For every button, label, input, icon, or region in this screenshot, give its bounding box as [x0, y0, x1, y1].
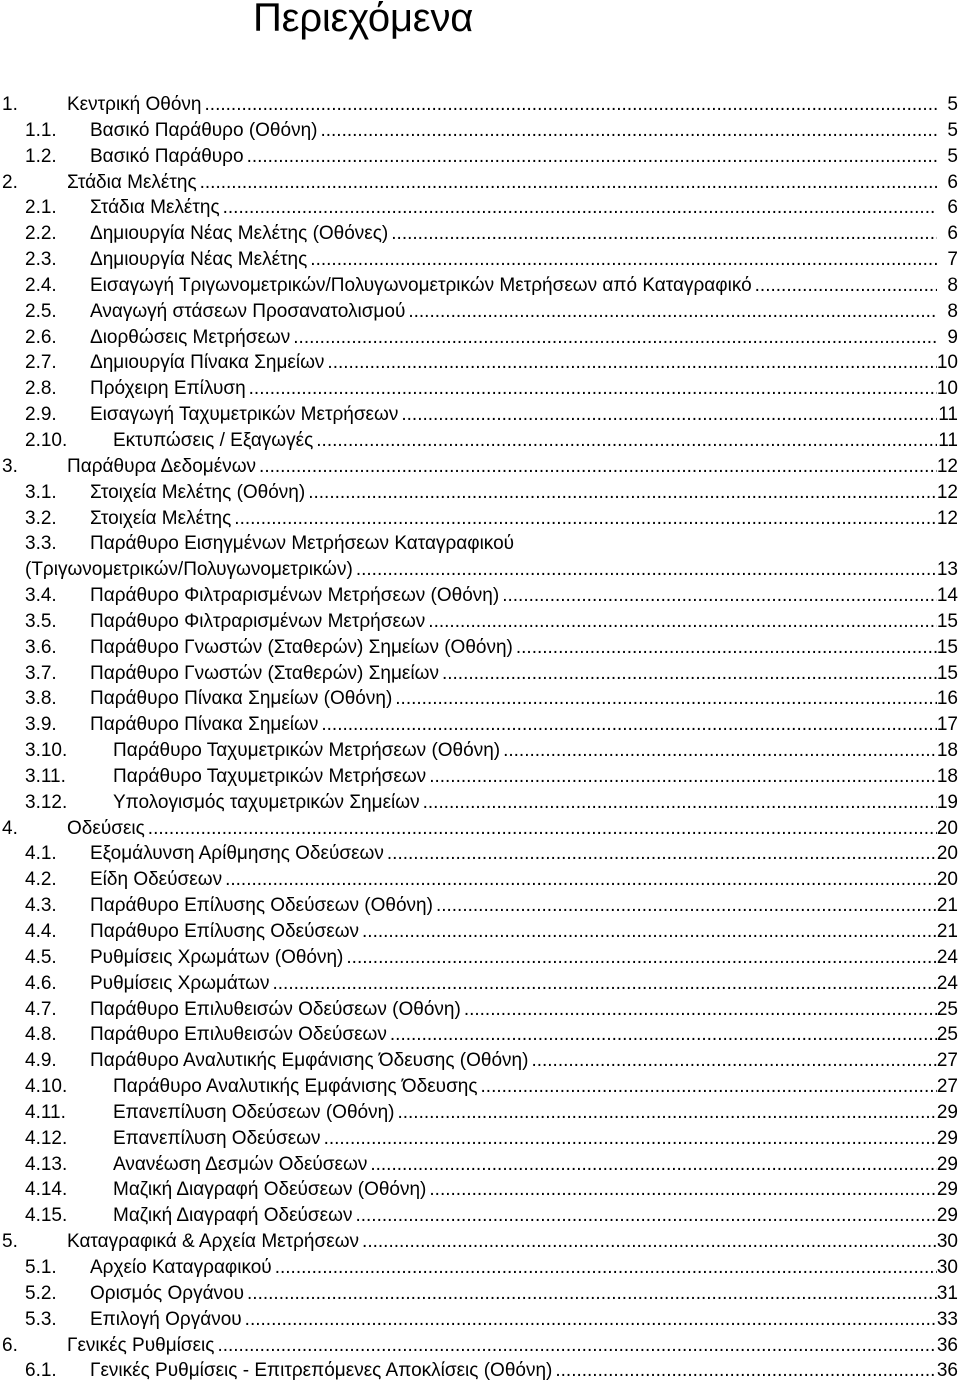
toc-leader-dots — [321, 712, 937, 738]
toc-page-number: 29 — [936, 1127, 958, 1149]
toc-entry-title: Παράθυρο Ταχυμετρικών Μετρήσεων — [113, 765, 427, 787]
toc-page-number: 27 — [936, 1076, 958, 1098]
toc-entry[interactable] — [0, 1022, 960, 1048]
toc-entry-number: 4. — [2, 817, 18, 839]
toc-entry-body — [90, 247, 958, 273]
toc-entry-body — [113, 764, 958, 790]
toc-entry-body — [90, 1307, 958, 1333]
toc-entry-title: Παράθυρο Πίνακα Σημείων (Οθόνη) — [90, 688, 393, 710]
toc-entry-body — [90, 1358, 958, 1384]
toc-page-number: 18 — [936, 740, 958, 762]
toc-entry-title: Παράθυρο Φιλτραρισμένων Μετρήσεων (Οθόνη) — [90, 585, 500, 607]
toc-entry-title: Παράθυρο Φιλτραρισμένων Μετρήσεων — [90, 610, 426, 632]
toc-entry-body — [90, 661, 958, 687]
toc-entry-body — [113, 1203, 958, 1229]
toc-entry[interactable] — [0, 893, 960, 919]
toc-entry-title: Κεντρική Οθόνη — [67, 94, 202, 115]
toc-page-number: 5 — [947, 145, 958, 167]
toc-entry-body — [90, 971, 958, 997]
toc-entry-number: 4.2. — [25, 869, 57, 891]
toc-entry[interactable] — [0, 686, 960, 712]
toc-entry-number: 3.5. — [25, 610, 57, 632]
toc-entry[interactable] — [0, 325, 960, 351]
toc-leader-dots — [245, 1307, 937, 1333]
toc-entry-body — [90, 144, 958, 170]
toc-leader-dots — [370, 1152, 937, 1178]
toc-page-number: 18 — [936, 765, 958, 787]
toc-page-number: 33 — [936, 1308, 958, 1330]
toc-entry[interactable] — [0, 428, 960, 454]
toc-page-number: 15 — [936, 636, 958, 658]
toc-leader-dots — [423, 790, 937, 816]
toc-entry-title: Παράθυρο Επιλυθεισών Οδεύσεων (Οθόνη) — [90, 998, 461, 1020]
toc-leader-dots — [503, 738, 937, 764]
toc-entry[interactable] — [0, 1074, 960, 1100]
toc-entry-body — [90, 506, 958, 532]
toc-entry-body — [90, 221, 958, 247]
toc-entry-number: 4.6. — [25, 972, 57, 994]
toc-entry-title: Ρυθμίσεις Χρωμάτων (Οθόνη) — [90, 946, 344, 968]
toc-entry-number: 2.1. — [25, 197, 57, 219]
toc-entry[interactable] — [0, 1307, 960, 1333]
toc-entry[interactable] — [0, 1152, 960, 1178]
toc-entry[interactable] — [0, 1203, 960, 1229]
toc-entry-title: Ορισμός Οργάνου — [90, 1282, 245, 1304]
toc-page-number: 29 — [936, 1205, 958, 1227]
toc-entry[interactable] — [0, 635, 960, 661]
toc-entry[interactable] — [0, 841, 960, 867]
toc-page-number: 20 — [936, 843, 958, 865]
toc-page-number: 30 — [936, 1231, 958, 1253]
toc-page-number: 12 — [936, 481, 958, 503]
toc-entry-number: 2.9. — [25, 404, 57, 426]
toc-leader-dots — [436, 893, 937, 919]
toc-leader-dots — [429, 764, 937, 790]
toc-entry-body — [90, 195, 958, 221]
toc-entry-title: Εισαγωγή Τριγωνομετρικών/Πολυγωνομετρικών Μετρήσεων από Καταγραφικό — [90, 274, 752, 296]
toc-page-number: 15 — [936, 662, 958, 684]
toc-entry-number: 6.1. — [25, 1360, 57, 1382]
toc-leader-dots — [362, 919, 937, 945]
toc-leader-dots — [316, 428, 937, 454]
toc-page-number: 31 — [936, 1282, 958, 1304]
toc-entry-body — [113, 738, 958, 764]
toc-leader-dots — [272, 971, 937, 997]
toc-page-number: 11 — [938, 404, 958, 426]
toc-entry-body — [90, 1022, 958, 1048]
toc-entry-title: Διορθώσεις Μετρήσεων — [90, 326, 291, 348]
toc-page-number: 36 — [936, 1360, 958, 1382]
toc-entry-body — [90, 686, 958, 712]
toc-entry-title: Δημιουργία Πίνακα Σημείων — [90, 352, 325, 374]
toc-entry-continuation: (Τριγωνομετρικών/Πολυγωνομετρικών) — [25, 559, 353, 581]
toc-page-number: 5 — [947, 94, 958, 115]
toc-entry-number: 3. — [2, 455, 18, 477]
toc-entry-number: 4.12. — [25, 1127, 68, 1149]
toc-page-number: 20 — [936, 817, 958, 839]
toc-entry-title: Παράθυρο Εισηγμένων Μετρήσεων Καταγραφικού — [90, 533, 515, 555]
toc-entry[interactable] — [0, 402, 960, 428]
toc-entry-title: Παράθυρο Επίλυσης Οδεύσεων (Οθόνη) — [90, 895, 433, 917]
toc-page-number: 30 — [936, 1256, 958, 1278]
toc-leader-dots — [531, 1048, 937, 1074]
toc-entry-number: 3.8. — [25, 688, 57, 710]
toc-page-number: 14 — [936, 585, 958, 607]
toc-page-number: 8 — [947, 274, 958, 296]
toc-entry-number: 3.7. — [25, 662, 57, 684]
toc-entry[interactable] — [0, 144, 960, 170]
toc-entry-body — [90, 583, 958, 609]
toc-entry-body — [67, 454, 958, 480]
toc-entry-body — [113, 1074, 958, 1100]
toc-entry[interactable] — [0, 1229, 960, 1255]
toc-entry[interactable] — [0, 1333, 960, 1359]
toc-leader-dots — [355, 1203, 937, 1229]
toc-entry-number: 4.15. — [25, 1205, 68, 1227]
toc-leader-dots — [516, 635, 937, 661]
toc-entry-body — [90, 635, 958, 661]
toc-entry[interactable] — [0, 350, 960, 376]
toc-entry-body — [67, 816, 958, 842]
toc-page-number: 17 — [936, 714, 958, 736]
toc-leader-dots — [205, 92, 937, 118]
toc-entry-title: Εξομάλυνση Αρίθμησης Οδεύσεων — [90, 843, 384, 865]
toc-page-number: 10 — [936, 352, 958, 374]
toc-entry[interactable] — [0, 118, 960, 144]
toc-entry-body — [90, 350, 958, 376]
toc-leader-dots — [387, 841, 937, 867]
toc-entry-number: 3.12. — [25, 791, 68, 813]
toc-entry-number: 2.10. — [25, 429, 68, 451]
toc-entry-title: Επανεπίλυση Οδεύσεων — [113, 1127, 321, 1149]
toc-leader-dots — [293, 325, 937, 351]
toc-entry-body — [90, 945, 958, 971]
toc-entry[interactable] — [0, 609, 960, 635]
toc-leader-dots — [327, 350, 937, 376]
toc-entry[interactable] — [0, 919, 960, 945]
toc-entry-body — [90, 402, 958, 428]
toc-page-number: 12 — [936, 455, 958, 477]
toc-entry-title: Οδεύσεις — [67, 817, 145, 839]
toc-entry[interactable] — [0, 247, 960, 273]
toc-entry[interactable] — [0, 583, 960, 609]
toc-entry-title: Αναγωγή στάσεων Προσανατολισμού — [90, 300, 406, 322]
toc-entry[interactable] — [0, 867, 960, 893]
toc-page-number: 15 — [936, 610, 958, 632]
toc-leader-dots — [200, 170, 937, 196]
toc-entry-number: 4.10. — [25, 1076, 68, 1098]
toc-entry-number: 1. — [2, 94, 18, 115]
toc-entry-title: Στάδια Μελέτης — [67, 171, 197, 193]
toc-entry-title: Καταγραφικά & Αρχεία Μετρήσεων — [67, 1231, 360, 1253]
toc-entry-number: 3.3. — [25, 533, 57, 555]
toc-leader-dots — [502, 583, 937, 609]
toc-entry-number: 4.4. — [25, 921, 57, 942]
toc-entry-title: Βασικό Παράθυρο — [90, 145, 244, 167]
toc-entry-title: Στάδια Μελέτης — [90, 197, 220, 219]
toc-page-number: 21 — [936, 921, 958, 942]
toc-page-number: 27 — [936, 1050, 958, 1072]
toc-entry[interactable] — [0, 531, 960, 557]
toc-entry[interactable] — [0, 945, 960, 971]
toc-entry-number: 4.9. — [25, 1050, 57, 1072]
toc-entry-body — [113, 428, 958, 454]
toc-entry-title: Είδη Οδεύσεων — [90, 869, 223, 891]
toc-leader-dots — [259, 454, 937, 480]
toc-entry[interactable] — [0, 170, 960, 196]
toc-page-number: 20 — [936, 869, 958, 891]
toc-page-number: 7 — [947, 249, 958, 271]
toc-leader-dots — [481, 1074, 937, 1100]
toc-leader-dots — [223, 195, 937, 221]
toc-entry[interactable] — [0, 299, 960, 325]
toc-entry-number: 1.1. — [25, 119, 57, 141]
toc-entry-title: Παράθυρο Γνωστών (Σταθερών) Σημείων (Οθόνη) — [90, 636, 513, 658]
toc-entry-body — [90, 118, 958, 144]
toc-entry-number: 6. — [2, 1334, 18, 1356]
toc-entry-body — [90, 325, 958, 351]
toc-entry-number: 2.4. — [25, 274, 57, 296]
toc-entry-title: Δημιουργία Νέας Μελέτης (Οθόνες) — [90, 223, 389, 245]
toc-page-number: 24 — [936, 946, 958, 968]
toc-entry-body — [113, 1100, 958, 1126]
toc-entry-number: 2.5. — [25, 300, 57, 322]
toc-entry-title: Παράθυρο Ταχυμετρικών Μετρήσεων (Οθόνη) — [113, 740, 501, 762]
toc-page-number: 29 — [936, 1153, 958, 1175]
toc-entry-body — [90, 1281, 958, 1307]
toc-entry-title: Επιλογή Οργάνου — [90, 1308, 242, 1330]
toc-entry-number: 5.3. — [25, 1308, 57, 1330]
toc-leader-dots — [247, 144, 937, 170]
toc-entry-title: Βασικό Παράθυρο (Οθόνη) — [90, 119, 318, 141]
toc-entry[interactable] — [0, 816, 960, 842]
toc-entry-body — [113, 1126, 958, 1152]
toc-page-number: 8 — [947, 300, 958, 322]
toc-entry-number: 2. — [2, 171, 18, 193]
toc-page-number: 13 — [936, 559, 958, 581]
toc-entry-number: 2.7. — [25, 352, 57, 374]
toc-entry-body — [67, 1333, 958, 1359]
toc-page-number: 16 — [936, 688, 958, 710]
toc-leader-dots — [401, 402, 937, 428]
toc-page-number: 5 — [947, 119, 958, 141]
toc-entry-body — [113, 1177, 958, 1203]
toc-leader-dots — [324, 1126, 937, 1152]
toc-entry-body — [90, 919, 958, 945]
toc-entry[interactable] — [0, 738, 960, 764]
toc-leader-dots — [346, 945, 937, 971]
toc-entry-number: 4.7. — [25, 998, 57, 1020]
toc-entry-body — [90, 273, 958, 299]
toc-entry[interactable] — [0, 997, 960, 1023]
toc-entry-number: 3.11. — [25, 765, 66, 787]
toc-leader-dots — [442, 661, 937, 687]
toc-entry-title: Αρχείο Καταγραφικού — [90, 1256, 272, 1278]
toc-leader-dots — [234, 506, 937, 532]
toc-entry-title: Δημιουργία Νέας Μελέτης — [90, 249, 308, 271]
toc-entry-body — [90, 893, 958, 919]
toc-entry-body — [90, 609, 958, 635]
toc-page-number: 21 — [936, 895, 958, 917]
toc-page-number: 25 — [936, 998, 958, 1020]
toc-page-number: 25 — [936, 1024, 958, 1046]
toc-leader-dots — [429, 1177, 937, 1203]
toc-page-number: 10 — [936, 378, 958, 400]
toc-entry-body — [90, 1048, 958, 1074]
toc-page-number: 12 — [936, 507, 958, 529]
toc-entry-number: 5. — [2, 1231, 18, 1253]
toc-entry-title: Εισαγωγή Ταχυμετρικών Μετρήσεων — [90, 404, 399, 426]
toc-entry[interactable] — [0, 506, 960, 532]
toc-leader-dots — [464, 997, 937, 1023]
toc-entry[interactable] — [0, 1048, 960, 1074]
toc-entry[interactable] — [0, 1281, 960, 1307]
toc-entry-body — [67, 1229, 958, 1255]
toc-entry[interactable] — [0, 712, 960, 738]
toc-leader-dots — [555, 1358, 937, 1384]
toc-page-number: 9 — [947, 326, 958, 348]
toc-entry[interactable] — [0, 376, 960, 402]
toc-entry-body — [90, 712, 958, 738]
toc-entry-body — [67, 92, 958, 118]
toc-entry-number: 4.13. — [25, 1153, 68, 1175]
toc-entry[interactable] — [0, 480, 960, 506]
toc-entry[interactable] — [0, 557, 960, 583]
toc-page-number: 19 — [936, 791, 958, 813]
toc-entry-number: 3.2. — [25, 507, 57, 529]
toc-entry-title: Εκτυπώσεις / Εξαγωγές — [113, 429, 314, 451]
toc-entry-title: Ρυθμίσεις Χρωμάτων — [90, 972, 270, 994]
toc-entry-body — [90, 299, 958, 325]
toc-entry[interactable] — [0, 273, 960, 299]
toc-entry-body — [90, 531, 940, 557]
toc-entry-title: Μαζική Διαγραφή Οδεύσεων (Οθόνη) — [113, 1179, 427, 1201]
toc-page-number: 6 — [947, 197, 958, 219]
toc-entry-number: 4.3. — [25, 895, 57, 917]
toc-entry-number: 5.2. — [25, 1282, 57, 1304]
toc-page-number: 36 — [936, 1334, 958, 1356]
toc-entry-number: 3.4. — [25, 585, 57, 607]
toc-entry[interactable] — [0, 1255, 960, 1281]
toc-entry-number: 4.8. — [25, 1024, 57, 1046]
toc-entry-number: 2.2. — [25, 223, 57, 245]
toc-entry-title: Επανεπίλυση Οδεύσεων (Οθόνη) — [113, 1101, 395, 1123]
toc-page-number: 6 — [947, 223, 958, 245]
toc-entry-title: Παράθυρα Δεδομένων — [67, 455, 257, 477]
toc-entry-title: Μαζική Διαγραφή Οδεύσεων — [113, 1205, 353, 1227]
toc-entry-body — [67, 170, 958, 196]
toc-entry-number: 4.14. — [25, 1179, 68, 1201]
toc-entry-number: 4.5. — [25, 946, 57, 968]
toc-leader-dots — [225, 867, 937, 893]
toc-leader-dots — [755, 273, 937, 299]
toc-entry-title: Πρόχειρη Επίλυση — [90, 378, 246, 400]
toc-entry-title: Παράθυρο Αναλυτικής Εμφάνισης Όδευσης — [113, 1076, 478, 1098]
toc-page-number: 29 — [936, 1179, 958, 1201]
toc-entry-body — [25, 557, 958, 583]
toc-entry[interactable] — [0, 971, 960, 997]
toc-entry-title: Παράθυρο Αναλυτικής Εμφάνισης Όδευσης (Οθόνη) — [90, 1050, 529, 1072]
toc-leader-dots — [390, 1022, 937, 1048]
toc-leader-dots — [395, 686, 937, 712]
toc-entry[interactable] — [0, 454, 960, 480]
toc-entry[interactable] — [0, 92, 960, 118]
toc-leader-dots — [428, 609, 937, 635]
toc-entry-title: Στοιχεία Μελέτης (Οθόνη) — [90, 481, 306, 503]
toc-entry-number: 2.8. — [25, 378, 57, 400]
toc-entry-body — [90, 997, 958, 1023]
toc-leader-dots — [362, 1229, 937, 1255]
toc-leader-dots — [308, 480, 937, 506]
toc-entry-title: Γενικές Ρυθμίσεις - Επιτρεπόμενες Αποκλίσεις (Οθόνη) — [90, 1360, 553, 1382]
toc-leader-dots — [397, 1100, 937, 1126]
toc-page-number: 29 — [936, 1101, 958, 1123]
toc-entry-body — [90, 841, 958, 867]
toc-entry-title: Ανανέωση Δεσμών Οδεύσεων — [113, 1153, 368, 1175]
toc-entry[interactable] — [0, 195, 960, 221]
toc-entry-title: Παράθυρο Επιλυθεισών Οδεύσεων — [90, 1024, 387, 1046]
toc-leader-dots — [217, 1333, 937, 1359]
toc-entry[interactable] — [0, 1100, 960, 1126]
toc-page-number: 6 — [947, 171, 958, 193]
toc-leader-dots — [391, 221, 937, 247]
toc-entry-number: 2.3. — [25, 249, 57, 271]
toc-entry[interactable] — [0, 661, 960, 687]
toc-entry-body — [113, 1152, 958, 1178]
toc-entry-number: 1.2. — [25, 145, 57, 167]
toc-entry-title: Παράθυρο Γνωστών (Σταθερών) Σημείων — [90, 662, 439, 684]
toc-entry-number: 3.9. — [25, 714, 57, 736]
toc-entry[interactable] — [0, 790, 960, 816]
toc-entry-title: Παράθυρο Επίλυσης Οδεύσεων — [90, 921, 360, 942]
toc-entry[interactable] — [0, 1177, 960, 1203]
toc-page-number: 24 — [936, 972, 958, 994]
toc-entry-number: 3.10. — [25, 740, 68, 762]
toc-entry-title: Υπολογισμός ταχυμετρικών Σημείων — [113, 791, 420, 813]
toc-leader-dots — [249, 376, 937, 402]
toc-page-number: 11 — [938, 429, 958, 451]
toc-entry-title: Παράθυρο Πίνακα Σημείων — [90, 714, 319, 736]
toc-leader-dots — [356, 557, 937, 583]
toc-entry-number: 5.1. — [25, 1256, 57, 1278]
toc-entry-body — [90, 376, 958, 402]
toc-entry-body — [113, 790, 958, 816]
toc-entry-number: 4.1. — [25, 843, 57, 865]
toc-entry-number: 4.11. — [25, 1101, 66, 1123]
toc-entry-title: Στοιχεία Μελέτης — [90, 507, 232, 529]
page-title: Περιεχόμενα — [253, 0, 474, 40]
toc-entry[interactable] — [0, 221, 960, 247]
toc-entry-title: Γενικές Ρυθμίσεις — [67, 1334, 215, 1356]
toc-entry[interactable] — [0, 1126, 960, 1152]
toc-entry-body — [90, 480, 958, 506]
toc-leader-dots — [310, 247, 937, 273]
toc-entry[interactable] — [0, 764, 960, 790]
toc-entry-body — [90, 867, 958, 893]
toc-leader-dots — [275, 1255, 937, 1281]
toc-leader-dots — [408, 299, 937, 325]
table-of-contents — [0, 92, 960, 1384]
toc-entry-number: 2.6. — [25, 326, 57, 348]
toc-entry-number: 3.6. — [25, 636, 57, 658]
toc-entry[interactable] — [0, 1358, 960, 1384]
toc-leader-dots — [320, 118, 937, 144]
toc-entry-body — [90, 1255, 958, 1281]
toc-entry-number: 3.1. — [25, 481, 57, 503]
toc-leader-dots — [247, 1281, 937, 1307]
toc-leader-dots — [148, 816, 937, 842]
